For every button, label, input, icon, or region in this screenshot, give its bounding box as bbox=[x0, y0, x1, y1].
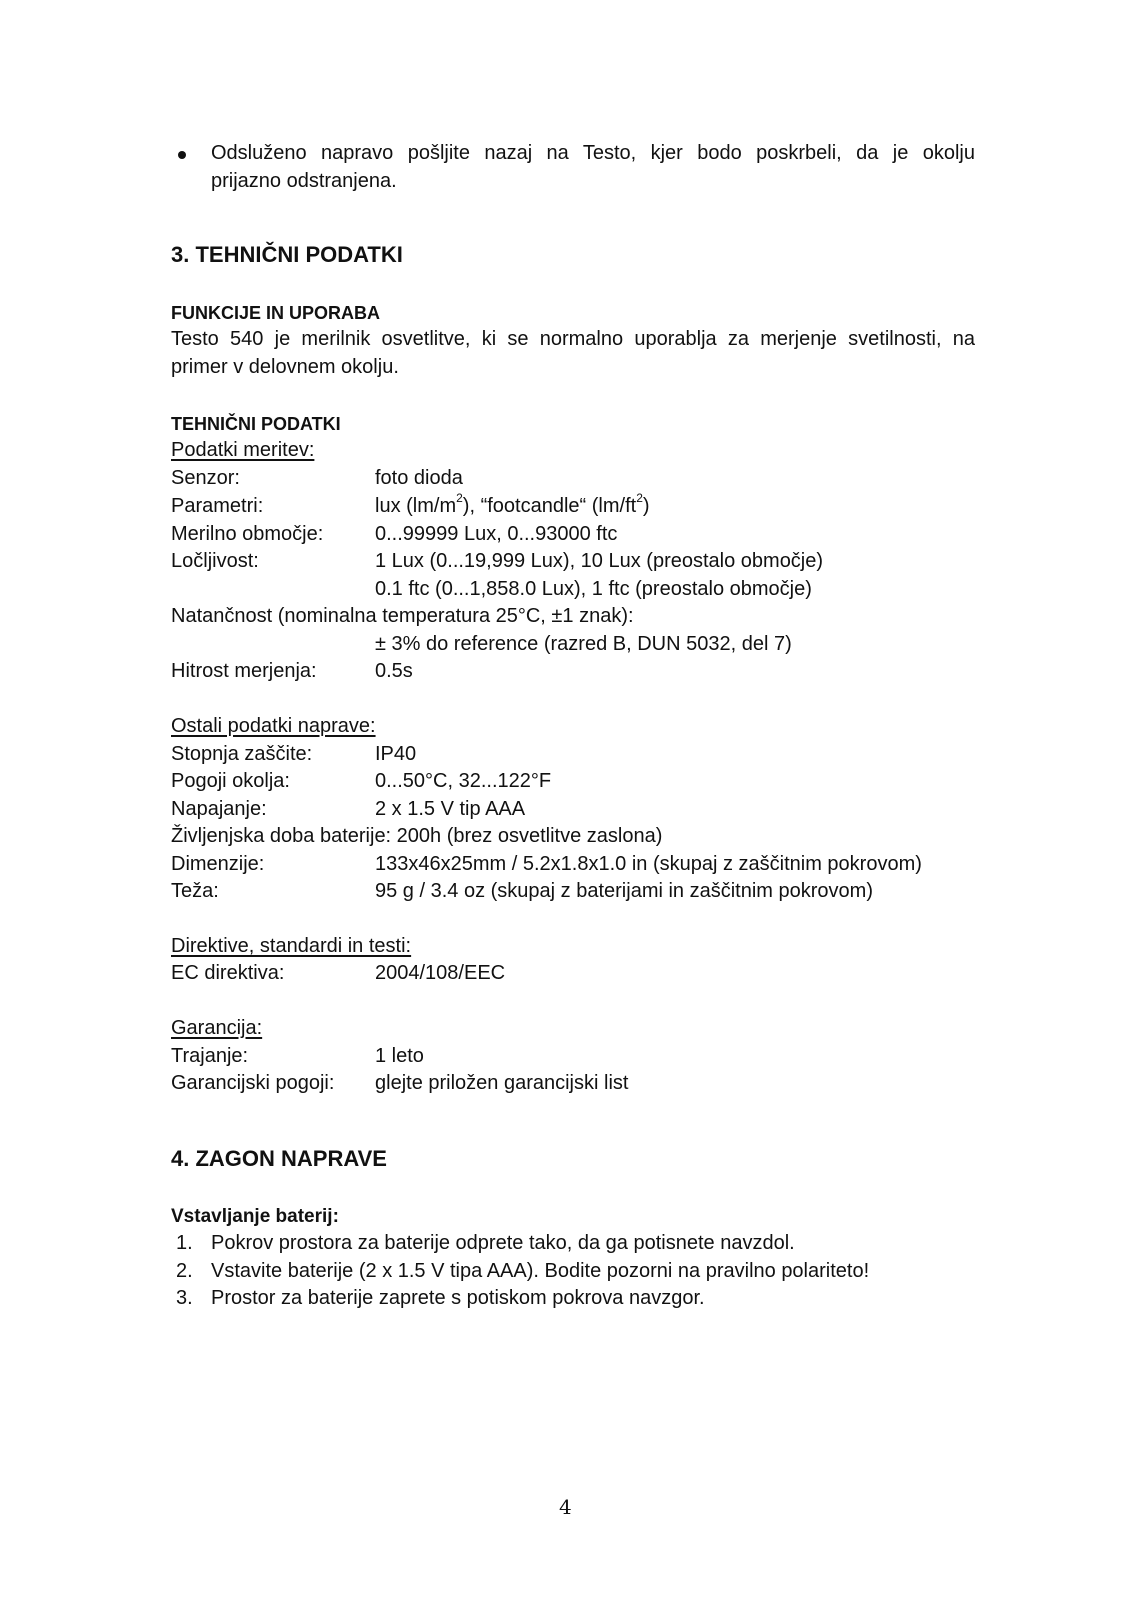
warranty-duration-label: Trajanje: bbox=[171, 1045, 249, 1067]
usage-heading: FUNKCIJE IN UPORABA bbox=[171, 303, 381, 323]
step-text: Prostor za baterije zaprete s potiskom pokrova navzgor. bbox=[211, 1287, 705, 1309]
section-4-title: 4. ZAGON NAPRAVE bbox=[171, 1146, 387, 1171]
superscript: 2 bbox=[456, 491, 463, 506]
usage-text-line2: primer v delovnem okolju. bbox=[171, 356, 399, 378]
parameters-value bbox=[375, 493, 650, 520]
step-text: Vstavite baterije (2 x 1.5 V tipa AAA). Bodite pozorni na pravilno polariteto! bbox=[211, 1260, 870, 1282]
speed-label: Hitrost merjenja: bbox=[171, 660, 317, 682]
resolution-value-1: 1 Lux (0...19,999 Lux), 10 Lux (preostalo območje) bbox=[375, 550, 824, 572]
range-label: Merilno območje: bbox=[171, 523, 324, 545]
step-number: 2. bbox=[176, 1260, 193, 1282]
ec-directive-value: 2004/108/EEC bbox=[375, 962, 506, 984]
ambient-label: Pogoji okolja: bbox=[171, 770, 290, 792]
parameters-value-part-a: lux (lm/m bbox=[375, 495, 457, 517]
parameters-value-part-b: ), “footcandle“ (lm/ft bbox=[462, 495, 637, 517]
warranty-terms-value: glejte priložen garancijski list bbox=[375, 1072, 629, 1094]
accuracy-label: Natančnost (nominalna temperatura 25°C, ±1 znak): bbox=[171, 605, 634, 627]
protection-label: Stopnja zaščite: bbox=[171, 743, 313, 765]
dimensions-value: 133x46x25mm / 5.2x1.8x1.0 in (skupaj z zaščitnim pokrovom) bbox=[375, 853, 922, 875]
accuracy-value: ± 3% do reference (razred B, DUN 5032, del 7) bbox=[375, 633, 792, 655]
bullet-text-line2: prijazno odstranjena. bbox=[211, 170, 397, 192]
step-number: 1. bbox=[176, 1232, 193, 1254]
speed-value: 0.5s bbox=[375, 660, 413, 682]
resolution-value-2: 0.1 ftc (0...1,858.0 Lux), 1 ftc (preostalo območje) bbox=[375, 578, 812, 600]
range-value: 0...99999 Lux, 0...93000 ftc bbox=[375, 523, 618, 545]
superscript: 2 bbox=[636, 491, 643, 506]
ec-directive-label: EC direktiva: bbox=[171, 962, 285, 984]
resolution-label: Ločljivost: bbox=[171, 550, 259, 572]
battery-insert-heading: Vstavljanje baterij: bbox=[171, 1206, 339, 1227]
tech-data-heading: TEHNIČNI PODATKI bbox=[171, 414, 341, 434]
other-data-heading: Ostali podatki naprave: bbox=[171, 715, 376, 737]
power-label: Napajanje: bbox=[171, 798, 267, 820]
protection-value: IP40 bbox=[375, 743, 417, 765]
power-value: 2 x 1.5 V tip AAA bbox=[375, 798, 526, 820]
section-3-title: 3. TEHNIČNI PODATKI bbox=[171, 242, 403, 267]
battery-life: Življenjska doba baterije: 200h (brez osvetlitve zaslona) bbox=[171, 825, 663, 847]
warranty-terms-label: Garancijski pogoji: bbox=[171, 1072, 335, 1094]
warranty-duration-value: 1 leto bbox=[375, 1045, 424, 1067]
parameters-value-part-c: ) bbox=[642, 495, 650, 517]
step-number: 3. bbox=[176, 1287, 193, 1309]
step-text: Pokrov prostora za baterije odprete tako, da ga potisnete navzdol. bbox=[211, 1232, 795, 1254]
page-number: 4 bbox=[559, 1495, 572, 1519]
bullet-text-line1: Odsluženo napravo pošljite nazaj na Testo, kjer bodo poskrbeli, da je okolju bbox=[211, 142, 975, 164]
sensor-label: Senzor: bbox=[171, 467, 240, 489]
ambient-value: 0...50°C, 32...122°F bbox=[375, 770, 552, 792]
weight-value: 95 g / 3.4 oz (skupaj z baterijami in zaščitnim pokrovom) bbox=[375, 880, 873, 902]
weight-label: Teža: bbox=[171, 880, 219, 902]
usage-text-line1: Testo 540 je merilnik osvetlitve, ki se normalno uporablja za merjenje svetilnosti, na bbox=[171, 328, 975, 350]
measurement-data-heading: Podatki meritev: bbox=[171, 439, 315, 461]
directives-heading: Direktive, standardi in testi: bbox=[171, 935, 412, 957]
warranty-heading: Garancija: bbox=[171, 1017, 263, 1039]
parameters-label: Parametri: bbox=[171, 495, 264, 517]
bullet-icon bbox=[178, 151, 186, 159]
sensor-value: foto dioda bbox=[375, 467, 463, 489]
dimensions-label: Dimenzije: bbox=[171, 853, 265, 875]
